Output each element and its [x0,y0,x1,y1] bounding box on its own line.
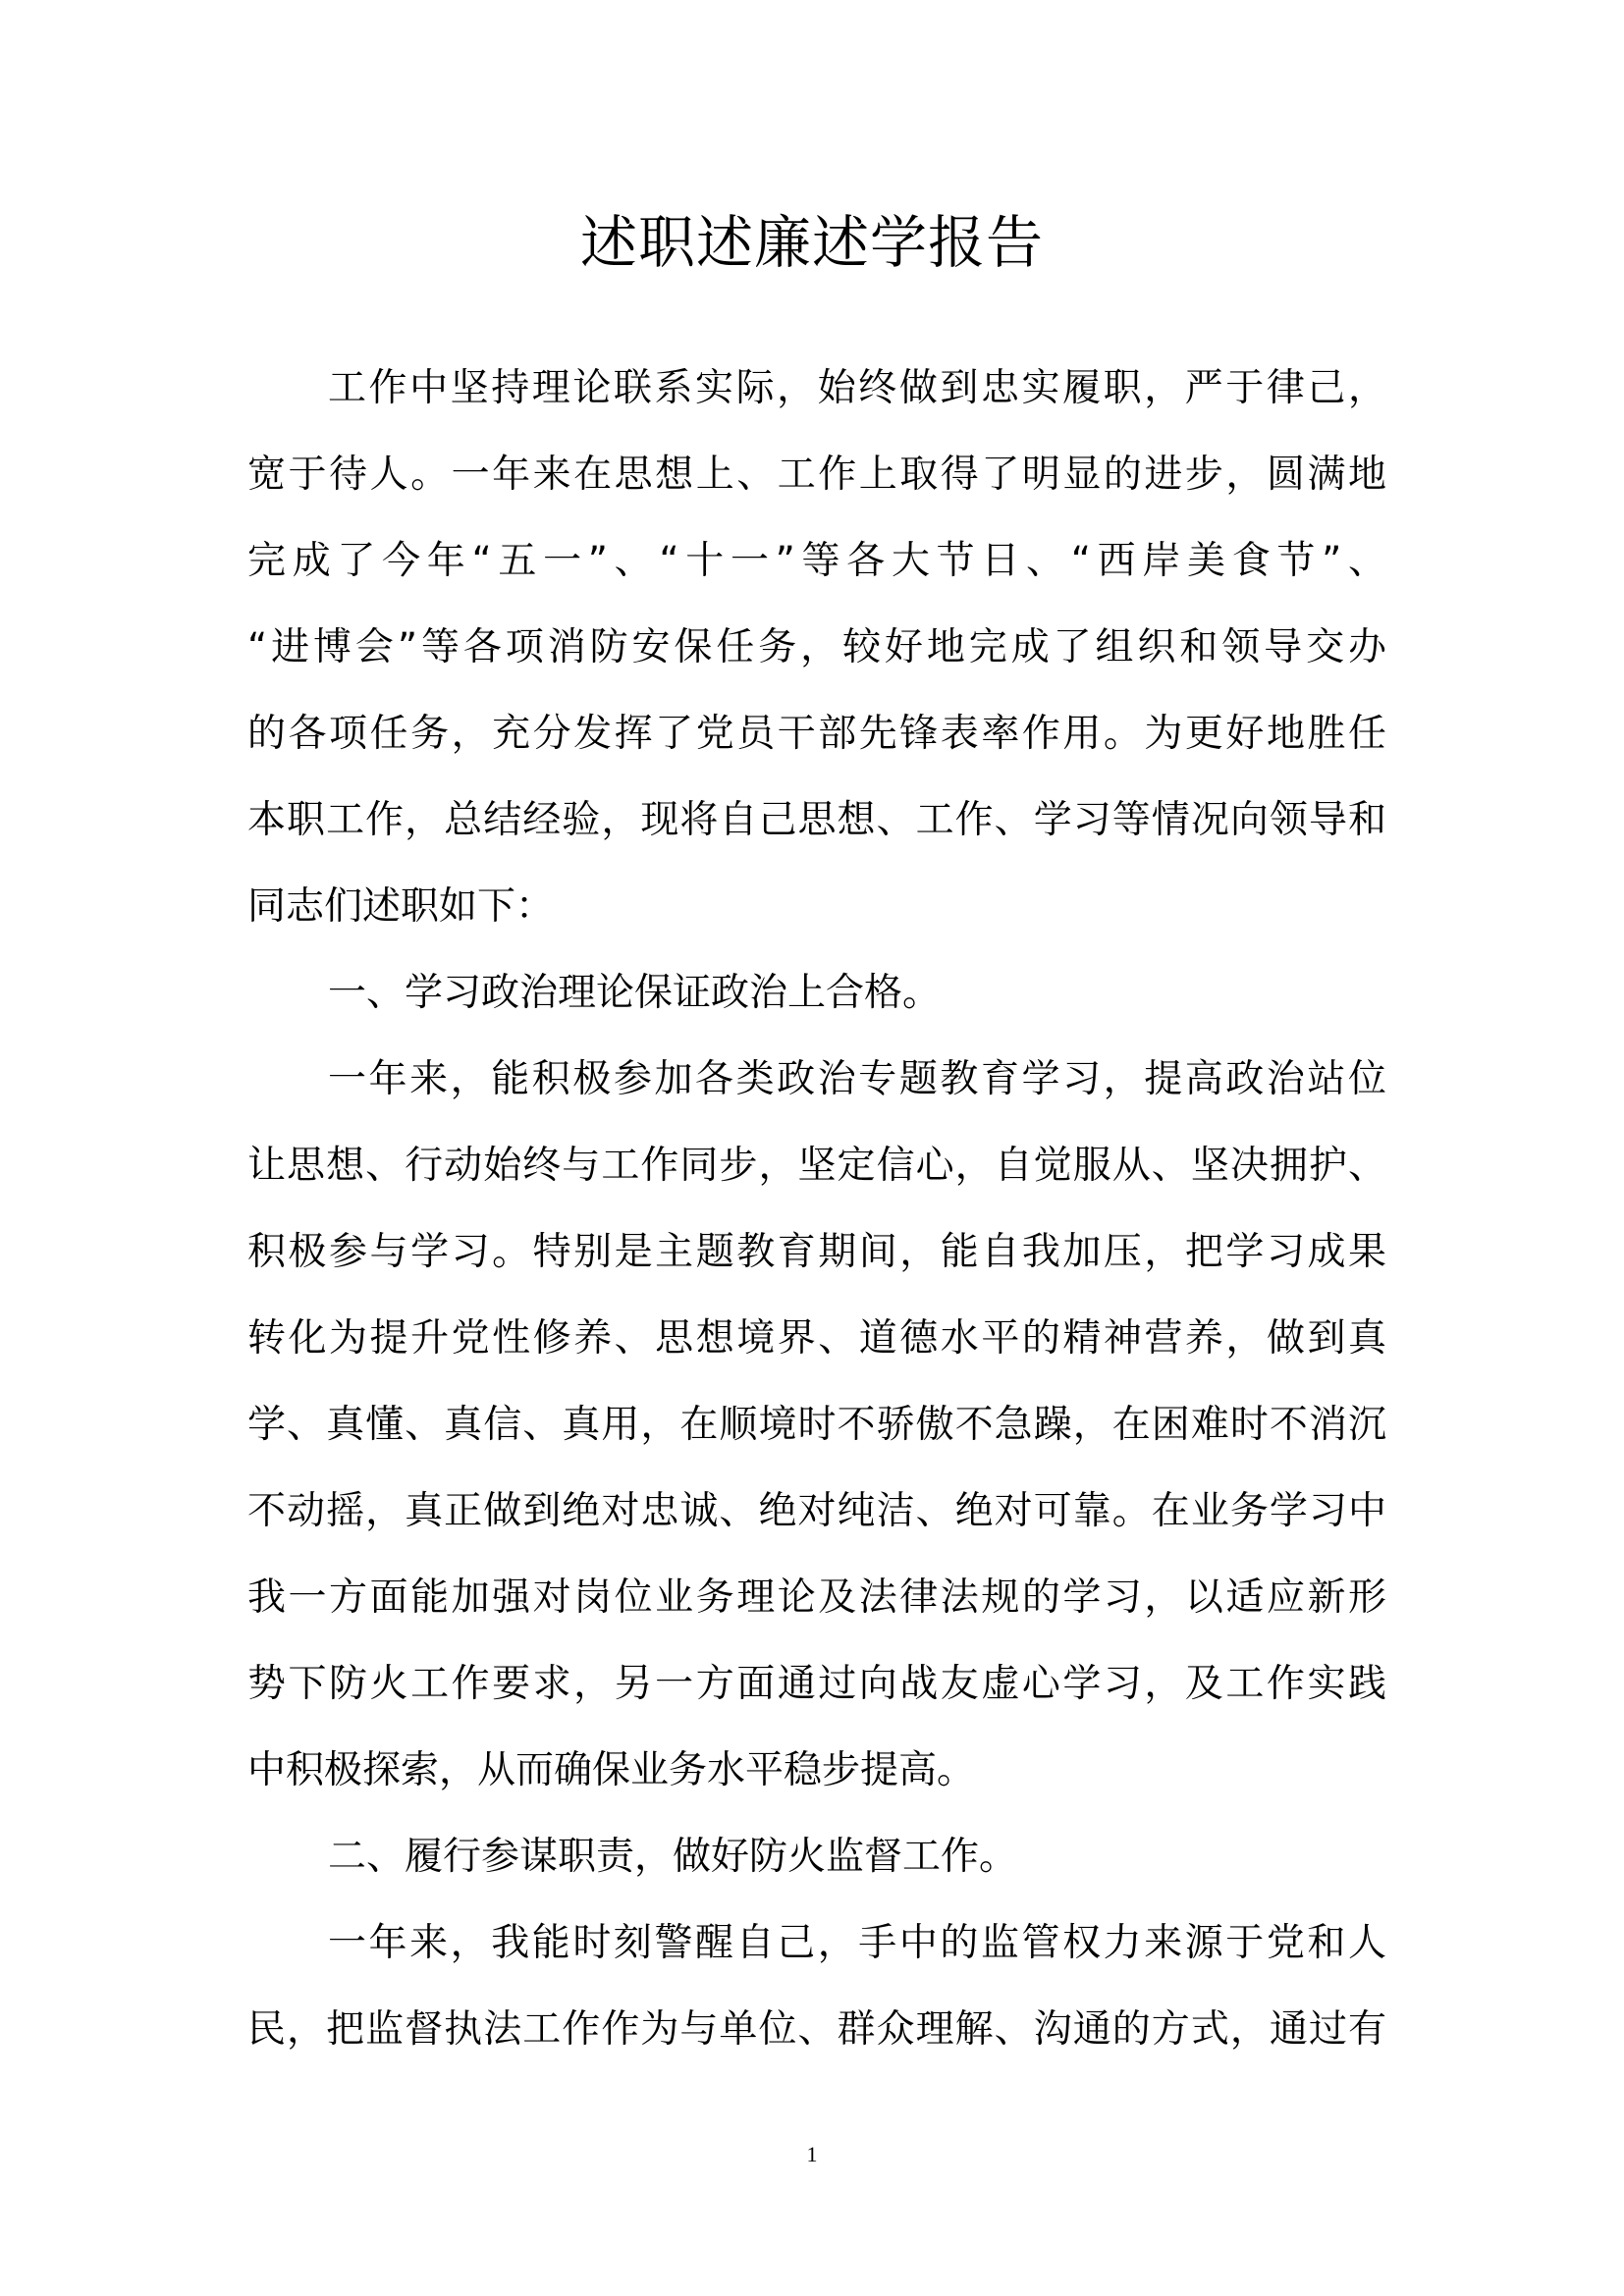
paragraph-line: 同志们述职如下： [247,884,555,929]
paragraph-line: 民，把监督执法工作作为与单位、群众理解、沟通的方式，通过有 [247,2007,1386,2052]
paragraph-line: “进博会”等各项消防安保任务，较好地完成了组织和领导交办 [247,625,1386,669]
document-title: 述职述廉述学报告 [579,209,1044,276]
paragraph-line: 一年来，我能时刻警醒自己，手中的监管权力来源于党和人 [328,1921,1386,1965]
paragraph-line: 学、真懂、真信、真用，在顺境时不骄傲不急躁，在困难时不消沉 [247,1403,1386,1447]
paragraph-line: 完成了今年“五一”、“十一”等各大节日、“西岸美食节”、 [247,539,1386,583]
paragraph-line: 的各项任务，充分发挥了党员干部先锋表率作用。为更好地胜任 [247,712,1386,756]
paragraph-line: 中积极探索，从而确保业务水平稳步提高。 [247,1748,976,1792]
page-number: 1 [806,2142,818,2166]
section-heading-1: 一、学习政治理论保证政治上合格。 [328,971,942,1015]
paragraph-line: 不动摇，真正做到绝对忠诚、绝对纯洁、绝对可靠。在业务学习中 [247,1489,1386,1533]
paragraph-line: 积极参与学习。特别是主题教育期间，能自我加压，把学习成果 [247,1230,1386,1274]
paragraph-line: 让思想、行动始终与工作同步，坚定信心，自觉服从、坚决拥护、 [247,1144,1386,1188]
paragraph-line: 势下防火工作要求，另一方面通过向战友虚心学习，及工作实践 [247,1662,1386,1706]
paragraph-line: 工作中坚持理论联系实际，始终做到忠实履职，严于律己， [328,366,1386,410]
paragraph-line: 本职工作，总结经验，现将自己思想、工作、学习等情况向领导和 [247,798,1386,842]
document-body [247,346,1386,2073]
section-heading-2: 二、履行参谋职责，做好防火监督工作。 [328,1835,1018,1879]
paragraph-line: 宽于待人。一年来在思想上、工作上取得了明显的进步，圆满地 [247,453,1386,497]
paragraph-line: 转化为提升党性修养、思想境界、道德水平的精神营养，做到真 [247,1316,1386,1361]
paragraph-line: 我一方面能加强对岗位业务理论及法律法规的学习，以适应新形 [247,1575,1386,1620]
paragraph-line: 一年来，能积极参加各类政治专题教育学习，提高政治站位 [328,1057,1386,1101]
